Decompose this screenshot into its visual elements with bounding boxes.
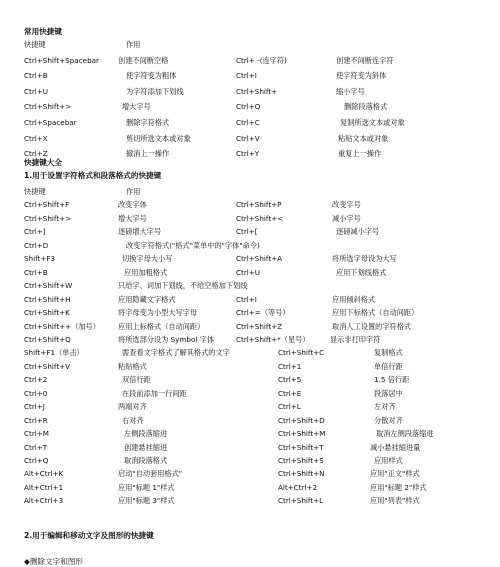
shortcut-key-2: Ctrl+Q [236, 102, 261, 112]
shortcut-key-2: Ctrl+I [236, 71, 257, 81]
shortcut-action: 为字符添加下划线 [126, 86, 184, 96]
shortcut-action: 在段前添加一行间距 [122, 388, 187, 398]
shortcut-action-2: 重复上一操作 [338, 149, 382, 159]
shortcut-key-2: Ctrl+U [236, 267, 261, 277]
shortcut-action: 创建不间断空格 [118, 55, 169, 65]
shortcut-key-2: Ctrl+Shift+ [236, 86, 278, 96]
shortcut-action-2: 应用下标格式（自动间距） [332, 308, 419, 318]
shortcut-action-2: 1.5 倍行距 [374, 375, 410, 385]
shortcut-key: Ctrl+Shift+> [24, 213, 72, 223]
table-row [0, 101, 500, 113]
table-row [0, 415, 500, 427]
shortcut-key: Ctrl+J [24, 402, 45, 412]
shortcut-key-2: Ctrl+Shift+M [278, 429, 326, 439]
shortcut-action-2: 删除段落格式 [344, 102, 388, 112]
shortcut-key: Ctrl+T [24, 442, 48, 452]
shortcut-action: 删除字符格式 [126, 118, 170, 127]
shortcut-key-2: Ctrl+Shift+S [278, 456, 324, 465]
shortcut-action-2: 显示非打印字符 [330, 334, 381, 344]
shortcut-action: 增大字号 [118, 213, 147, 223]
shortcut-action: 改变字符格式("格式"菜单中的"字体"命令) [126, 240, 260, 250]
shortcut-key: Ctrl+Shift+> [24, 102, 72, 112]
shortcut-key-2: Ctrl+Y [236, 149, 260, 159]
shortcut-action: 作用 [126, 187, 141, 196]
shortcut-key-2: Ctrl+Shift+L [278, 496, 324, 506]
shortcut-action: 剪切所选文本或对象 [126, 133, 191, 143]
shortcut-action-2: 创建不间断连字符 [336, 55, 394, 65]
shortcut-action: 应用"标题 1"样式 [118, 482, 175, 492]
shortcut-key: Ctrl+U [24, 86, 49, 96]
shortcut-key: Ctrl+Z [24, 149, 48, 159]
bullet-delete-text: ◆删除文字和图形 [24, 557, 83, 566]
shortcut-action: 应用上标格式（自动间距） [118, 321, 205, 331]
table-row [0, 39, 500, 51]
table-row [0, 280, 500, 292]
shortcut-key: 快捷键 [24, 187, 46, 196]
shortcut-key: Ctrl+] [24, 227, 46, 237]
shortcut-action: 两端对齐 [118, 402, 147, 412]
table-row [0, 240, 500, 252]
shortcut-action-2: 应用样式 [374, 456, 403, 465]
shortcut-action: 创建悬挂缩进 [124, 442, 168, 452]
table-row [0, 374, 500, 386]
shortcut-key: Ctrl+Shift+Q [24, 334, 71, 344]
shortcut-key: Ctrl+D [24, 240, 49, 250]
shortcut-key: Ctrl+Shift+V [24, 361, 71, 371]
shortcut-action-2: 将所选字母设为大写 [332, 254, 397, 264]
shortcut-key-2: Ctrl+L [278, 402, 301, 412]
table-row [0, 388, 500, 400]
shortcut-key: Shift+F3 [24, 254, 56, 264]
table-row [0, 70, 500, 82]
shortcut-key: Ctrl+0 [24, 388, 48, 398]
shortcut-key: Ctrl+Shift+F [24, 200, 70, 210]
shortcut-key-2: Ctrl+5 [278, 375, 302, 385]
shortcut-key: Ctrl+Spacebar [24, 118, 77, 127]
shortcut-action-2: 取消左侧段落缩进 [376, 429, 434, 439]
shortcut-key-2: Ctrl+I [236, 294, 257, 304]
table-row [0, 401, 500, 413]
shortcut-key-2: Ctrl+Shift+T [278, 442, 324, 452]
shortcut-key-2: Ctrl+[ [236, 227, 258, 237]
table-row [0, 117, 500, 129]
table-row [0, 455, 500, 467]
shortcut-key-2: Ctrl+Shift+A [236, 254, 283, 264]
shortcut-key-2: Ctrl+Shift+P [236, 200, 282, 210]
shortcut-key-2: Ctrl+Shift+< [236, 213, 284, 223]
shortcut-key: Ctrl+B [24, 71, 48, 81]
shortcut-key: Ctrl+Shift+Spacebar [24, 55, 99, 65]
shortcut-key: Ctrl+Q [24, 456, 49, 465]
shortcut-key-2: Ctrl+Shift+Z [236, 321, 283, 331]
shortcut-action-2: 减小悬挂缩进量 [370, 442, 421, 452]
shortcut-key: Ctrl+Shift+H [24, 294, 71, 304]
shortcut-action-2: 复制所选文本或对象 [340, 118, 405, 127]
shortcut-action-2: 取消人工设置的字符格式 [332, 321, 412, 331]
shortcut-key: Alt+Ctrl+1 [24, 482, 64, 492]
shortcut-action-2: 粘贴文本或对象 [338, 133, 389, 143]
table-row [0, 86, 500, 98]
shortcut-key: 快捷键 [24, 40, 46, 49]
shortcut-action: 取消段落格式 [124, 456, 168, 465]
shortcut-action-2: 减小字号 [332, 213, 361, 223]
shortcut-action: 作用 [126, 40, 141, 49]
shortcut-key-2: Ctrl+1 [278, 361, 302, 371]
shortcut-action: 右对齐 [122, 415, 144, 425]
shortcut-key: Ctrl+B [24, 267, 48, 277]
shortcut-action: 双倍行距 [122, 375, 151, 385]
shortcut-key: Ctrl+Shift++（加号） [24, 321, 100, 331]
shortcut-action: 需查看文字格式了解其格式的文字 [122, 348, 230, 358]
shortcut-action-2: 改变字号 [332, 200, 361, 210]
shortcut-key: Ctrl+R [24, 415, 48, 425]
table-row [0, 347, 500, 359]
shortcut-key-2: Ctrl+C [236, 118, 260, 127]
shortcut-action: 使字符变为粗体 [126, 71, 177, 81]
shortcut-action: 撤消上一操作 [126, 149, 170, 159]
shortcut-key-2: Ctrl+Shift+C [278, 348, 325, 358]
subsection-title-format: 1.用于设置字符格式和段落格式的快捷键 [24, 171, 162, 180]
table-row [0, 213, 500, 225]
shortcut-action-2: 使字符变为斜体 [336, 71, 387, 81]
shortcut-action: 只给字、词加下划线，不给空格加下划线 [118, 281, 248, 291]
table-row [0, 226, 500, 238]
shortcut-key-2: Ctrl+Shift+D [278, 415, 325, 425]
shortcut-action: 应用隐藏文字格式 [118, 294, 176, 304]
shortcut-action: 左侧段落缩进 [124, 429, 168, 439]
table-row [0, 495, 500, 507]
shortcut-action-2: 分散对齐 [374, 415, 403, 425]
shortcut-key-2: Ctrl+Shift+N [278, 469, 325, 479]
shortcut-action: 将字母变为小型大写字母 [118, 308, 198, 318]
shortcut-action-2: 应用"正文"样式 [370, 469, 420, 479]
shortcut-action-2: 应用"标题 2"样式 [370, 482, 427, 492]
shortcut-action-2: 左对齐 [374, 402, 396, 412]
table-row [0, 321, 500, 333]
table-row [0, 267, 500, 279]
shortcut-key: Ctrl+M [24, 429, 50, 439]
table-row [0, 442, 500, 454]
shortcut-action: 启动"自动套用格式" [118, 469, 183, 479]
shortcut-action-2: 逐磅减小字号 [336, 227, 380, 237]
table-row [0, 334, 500, 346]
shortcut-key-2: Ctrl+=（等号） [236, 308, 290, 318]
shortcut-key: Ctrl+Shift+W [24, 281, 73, 291]
table-row [0, 428, 500, 440]
shortcut-action-2: 复制格式 [374, 348, 403, 358]
shortcut-action-2: 应用"列表"样式 [370, 496, 420, 506]
shortcut-action-2: 应用下划线格式 [336, 267, 387, 277]
section-title-common-shortcuts: 常用快捷键 [24, 27, 62, 36]
table-row [0, 253, 500, 265]
shortcut-key: Ctrl+2 [24, 375, 48, 385]
shortcut-key: Alt+Ctrl+3 [24, 496, 64, 506]
table-row [0, 199, 500, 211]
shortcut-key-2: Ctrl+E [278, 388, 302, 398]
table-row [0, 148, 500, 160]
shortcut-action: 将所选部分设为 Symbol 字体 [118, 334, 215, 344]
table-row [0, 361, 500, 373]
table-row [0, 55, 500, 67]
subsection-title-edit: 2.用于编辑和移动文字及图形的快捷键 [24, 531, 154, 540]
table-row [0, 482, 500, 494]
shortcut-key-2: Ctrl+V [236, 133, 260, 143]
shortcut-key: Ctrl+Shift+K [24, 308, 70, 318]
section-title-shortcut-list: 快捷键大全 [24, 158, 62, 167]
shortcut-action: 切换字母大小写 [122, 254, 173, 264]
shortcut-key: Ctrl+X [24, 133, 48, 143]
table-row [0, 133, 500, 145]
table-row [0, 307, 500, 319]
shortcut-action-2: 应用倾斜格式 [332, 294, 376, 304]
shortcut-action: 应用加粗格式 [124, 267, 168, 277]
shortcut-key: Alt+Ctrl+K [24, 469, 64, 479]
table-row [0, 294, 500, 306]
shortcut-action-2: 单倍行距 [374, 361, 403, 371]
shortcut-action: 逐磅增大字号 [118, 227, 162, 237]
shortcut-action-2: 段落居中 [374, 388, 403, 398]
shortcut-key-2: Alt+Ctrl+2 [278, 482, 318, 492]
shortcut-action: 增大字号 [122, 102, 151, 112]
table-row [0, 468, 500, 480]
shortcut-key-2: Ctrl+Shift+*（星号） [236, 334, 310, 344]
shortcut-key: Shift+F1（单击） [24, 348, 84, 358]
shortcut-action: 应用"标题 3"样式 [118, 496, 175, 506]
table-row [0, 186, 500, 198]
shortcut-key-2: Ctrl+ -(连字符) [236, 55, 287, 65]
shortcut-action: 改变字体 [118, 200, 147, 210]
shortcut-action: 粘贴格式 [118, 361, 147, 371]
shortcut-action-2: 缩小字号 [336, 86, 365, 96]
